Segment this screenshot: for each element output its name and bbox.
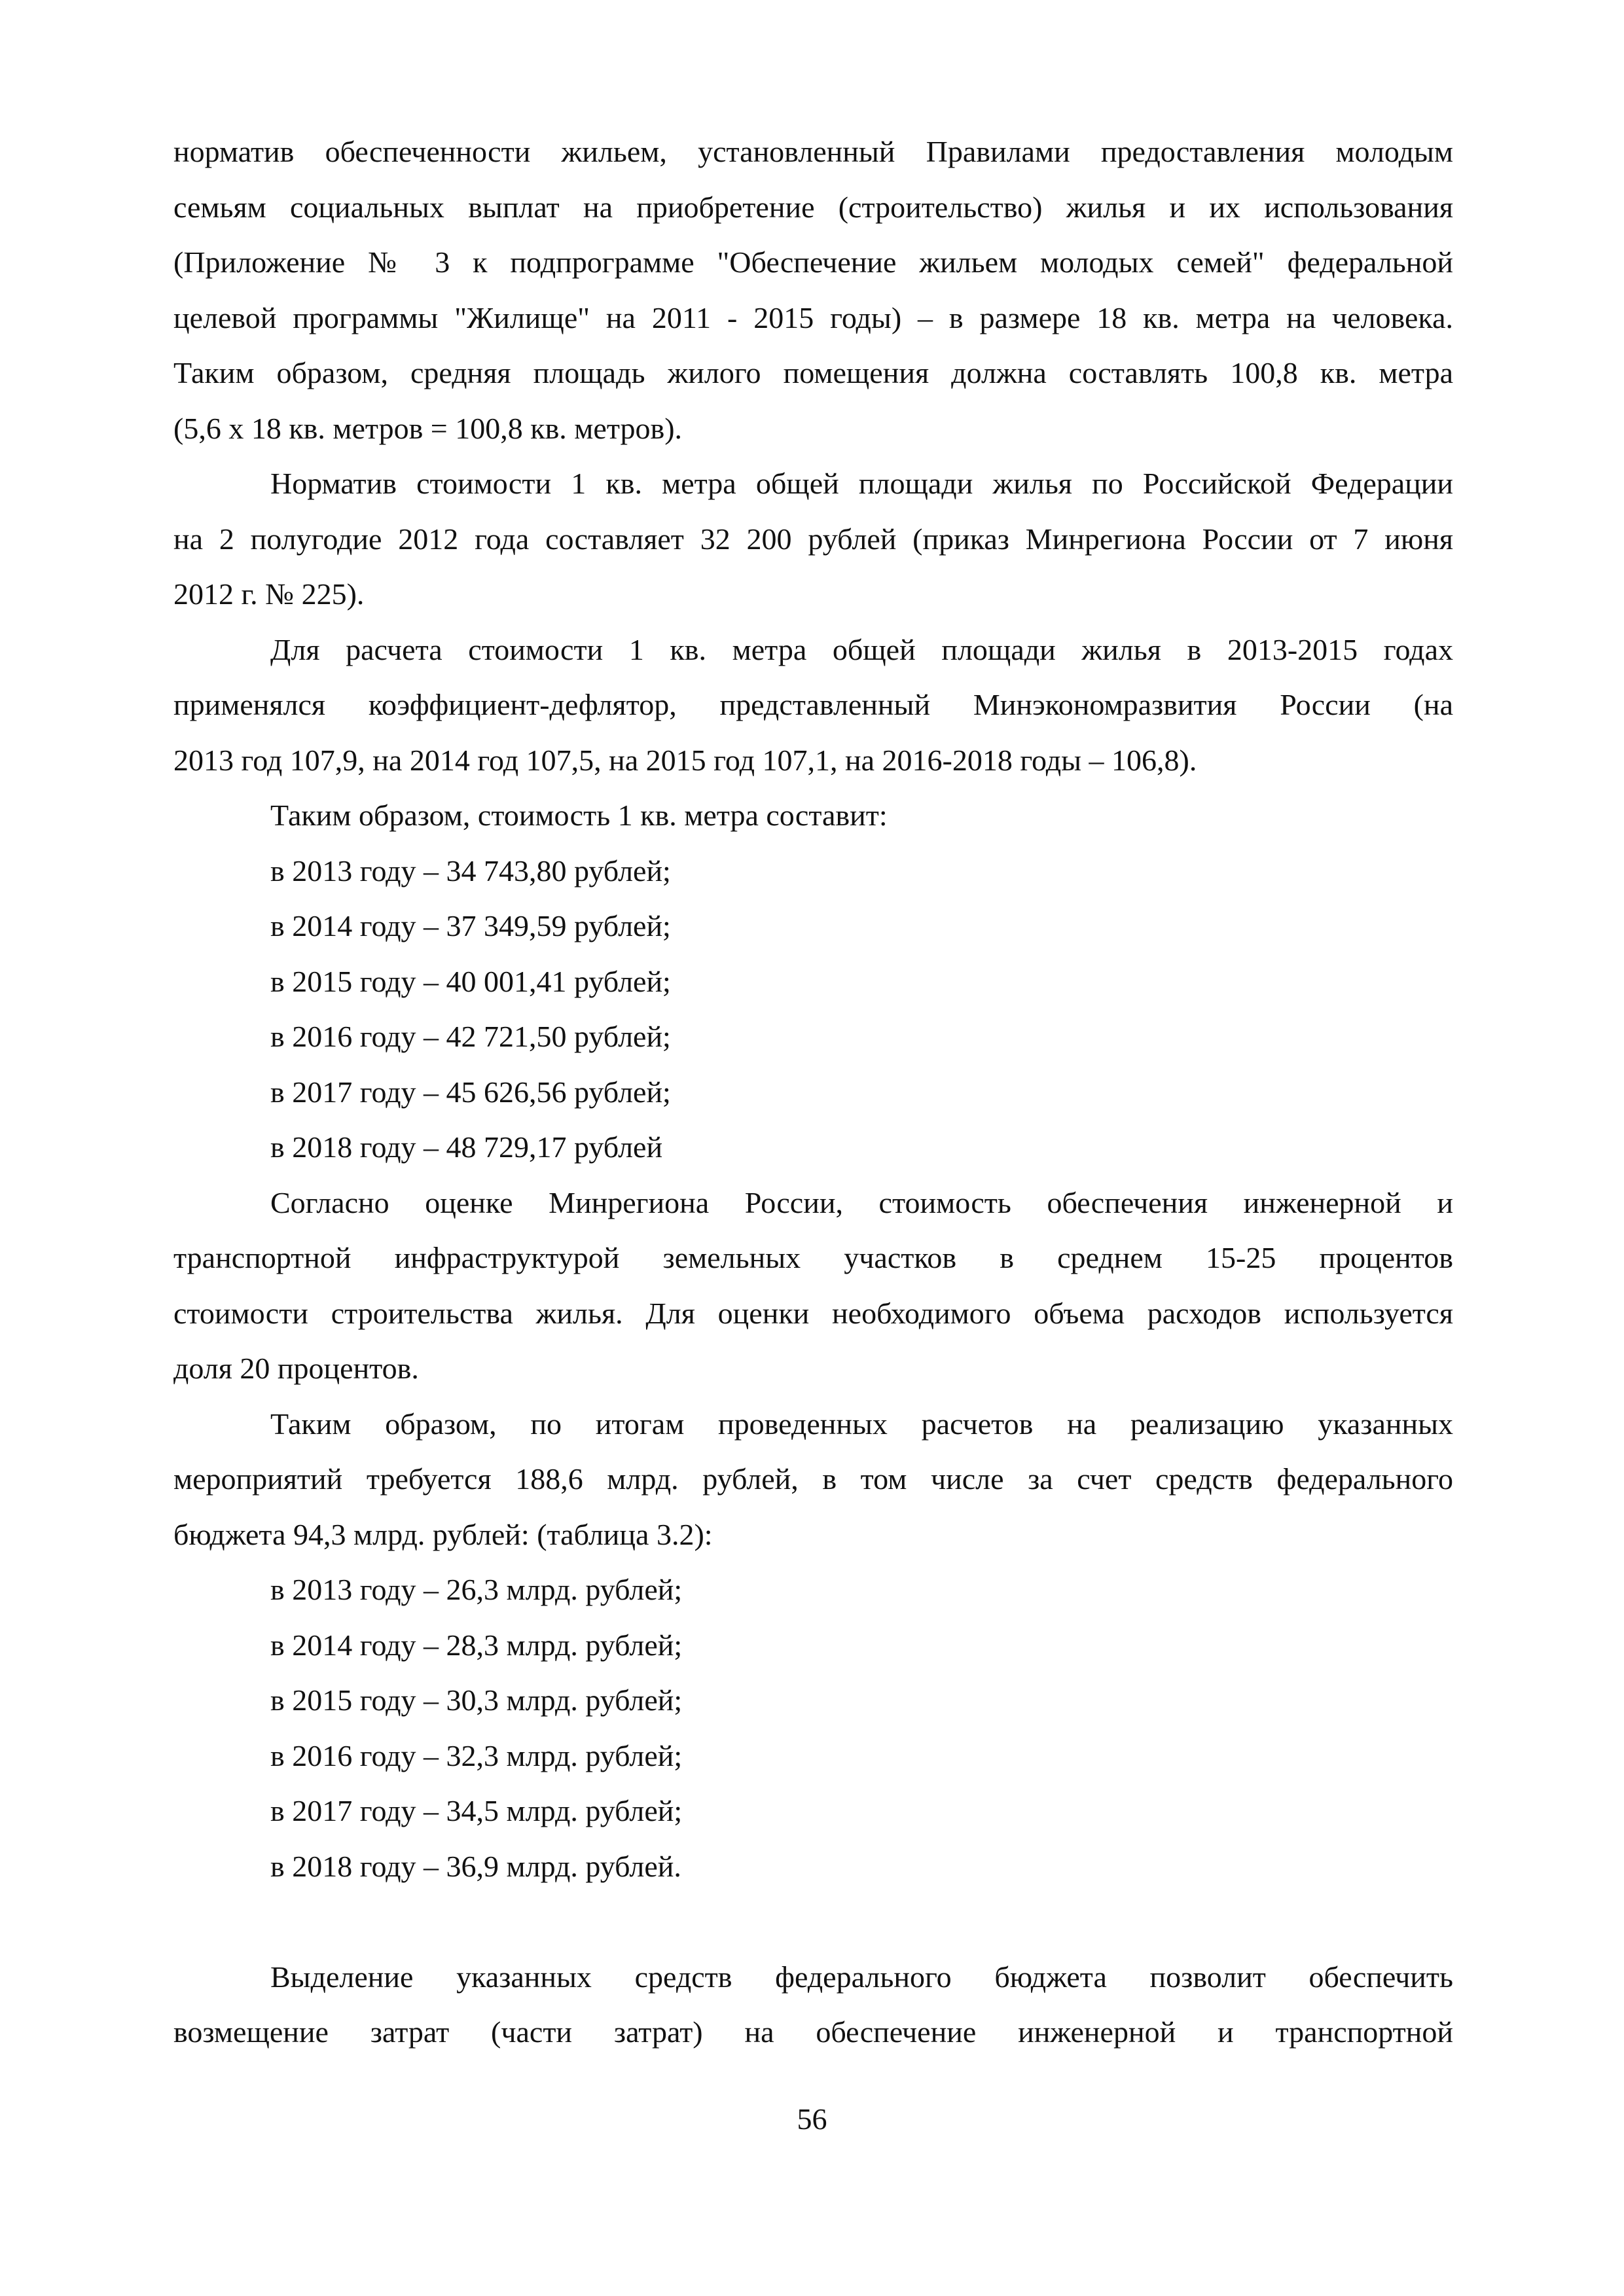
list-item: в 2017 году – 45 626,56 рублей; <box>270 1075 671 1109</box>
text-line: 2012 г. № 225). <box>173 577 365 611</box>
list-item: в 2018 году – 48 729,17 рублей <box>270 1130 663 1164</box>
text-line: Согласно оценке Минрегиона России, стоимость обеспечения инженерной и <box>270 1185 1453 1219</box>
text-line: бюджета 94,3 млрд. рублей: (таблица 3.2): <box>173 1517 713 1551</box>
document-page <box>173 124 1453 2060</box>
text-line: Норматив стоимости 1 кв. метра общей площади жилья по Российской Федерации <box>270 467 1453 500</box>
text-line: на 2 полугодие 2012 года составляет 32 200 рублей (приказ Минрегиона России от 7 июня <box>173 522 1453 556</box>
paragraph-cost-norm <box>173 456 1453 622</box>
text-line: Выделение указанных средств федерального бюджета позволит обеспечить <box>270 1960 1453 1994</box>
cost-per-sqm-list <box>173 788 1453 1175</box>
text-line: (5,6 х 18 кв. метров = 100,8 кв. метров). <box>173 411 683 445</box>
text-line: Таким образом, средняя площадь жилого помещения должна составлять 100,8 кв. метра <box>173 356 1453 389</box>
list-item: в 2014 году – 37 349,59 рублей; <box>270 909 671 942</box>
paragraph-housing-norm <box>173 124 1453 456</box>
text-line: применялся коэффициент-дефлятор, представленный Минэкономразвития России (на <box>173 688 1453 721</box>
paragraph-infrastructure-share <box>173 1175 1453 1397</box>
paragraph-deflator <box>173 622 1453 789</box>
paragraph-total-funding <box>173 1397 1453 1563</box>
list-item: в 2016 году – 42 721,50 рублей; <box>270 1020 671 1053</box>
list-item: в 2013 году – 26,3 млрд. рублей; <box>270 1573 683 1606</box>
page-number: 56 <box>797 2102 827 2136</box>
list-item: в 2017 году – 34,5 млрд. рублей; <box>270 1794 683 1827</box>
list-item: в 2014 году – 28,3 млрд. рублей; <box>270 1628 683 1662</box>
paragraph-budget-allocation <box>173 1950 1453 2060</box>
text-line: (Приложение № 3 к подпрограмме "Обеспечение жильем молодых семей" федеральной <box>173 245 1453 279</box>
list-item: в 2013 году – 34 743,80 рублей; <box>270 853 671 888</box>
text-line: семьям социальных выплат на приобретение (строительство) жилья и их использования <box>173 190 1453 224</box>
text-line: доля 20 процентов. <box>173 1352 419 1385</box>
list-item: в 2015 году – 30,3 млрд. рублей; <box>270 1683 683 1717</box>
text-line: возмещение затрат (части затрат) на обеспечение инженерной и транспортной <box>173 2015 1453 2049</box>
budget-by-year-list <box>173 1562 1453 1894</box>
list-item: в 2015 году – 40 001,41 рублей; <box>270 964 671 998</box>
cost-intro: Таким образом, стоимость 1 кв. метра составит: <box>270 798 888 832</box>
text-line: норматив обеспеченности жильем, установленный Правилами предоставления молодым <box>173 135 1453 168</box>
text-line: стоимости строительства жилья. Для оценки необходимого объема расходов используется <box>173 1296 1453 1330</box>
list-item: в 2016 году – 32,3 млрд. рублей; <box>270 1738 683 1772</box>
text-line: Для расчета стоимости 1 кв. метра общей площади жилья в 2013-2015 годах <box>270 632 1453 666</box>
blank-line <box>173 1894 1453 1950</box>
text-line: мероприятий требуется 188,6 млрд. рублей, в том числе за счет средств федерального <box>173 1462 1453 1496</box>
text-line: Таким образом, по итогам проведенных расчетов на реализацию указанных <box>270 1407 1453 1441</box>
text-line: целевой программы "Жилище" на 2011 - 2015 годы) – в размере 18 кв. метра на человека. <box>173 300 1453 334</box>
text-line: транспортной инфраструктурой земельных участков в среднем 15-25 процентов <box>173 1241 1453 1274</box>
text-line: 2013 год 107,9, на 2014 год 107,5, на 2015 год 107,1, на 2016-2018 годы – 106,8). <box>173 743 1197 777</box>
list-item: в 2018 году – 36,9 млрд. рублей. <box>270 1849 681 1883</box>
